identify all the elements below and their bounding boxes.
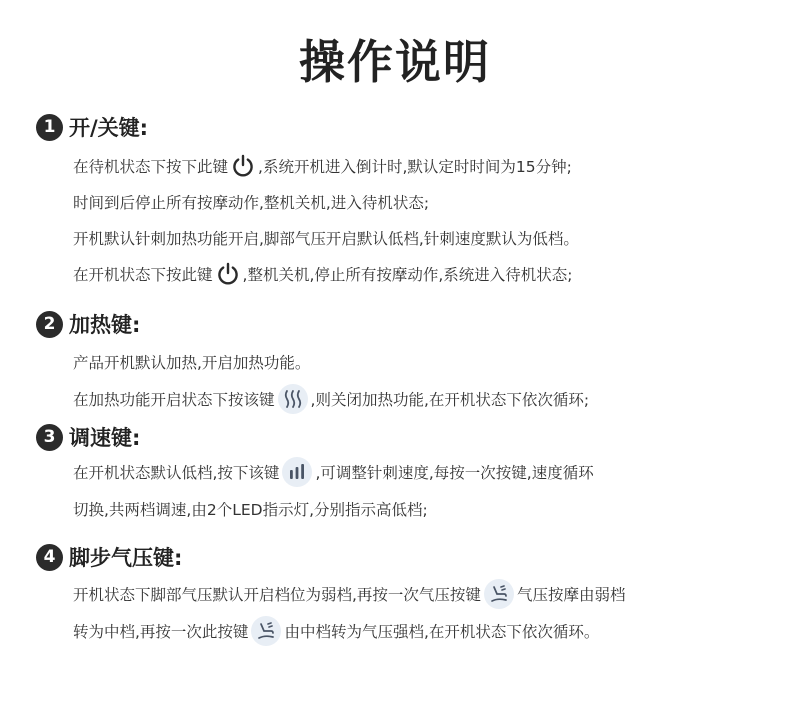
power-icon <box>216 262 240 286</box>
instruction-text: 在开机状态下按此键 <box>73 266 213 284</box>
instruction-text: 切换,共两档调速,由2个LED指示灯,分别指示高低档; <box>73 501 428 519</box>
section-number-badge: 2 <box>36 311 63 338</box>
instruction-text: 由中档转为气压强档,在开机状态下依次循环。 <box>284 623 600 641</box>
section-header <box>36 309 140 339</box>
instruction-line <box>73 456 594 488</box>
section-number-badge: 4 <box>36 544 63 571</box>
section-header <box>36 422 140 452</box>
instruction-line <box>73 150 572 182</box>
instruction-line <box>73 493 428 525</box>
instruction-line <box>73 186 429 218</box>
instruction-text: 产品开机默认加热,开启加热功能。 <box>73 354 311 372</box>
instruction-text: ,可调整针刺速度,每按一次按键,速度循环 <box>315 464 594 482</box>
instruction-text: 气压按摩由弱档 <box>516 586 626 604</box>
page-title: 操作说明 <box>299 35 491 89</box>
instruction-text: 在加热功能开启状态下按该键 <box>73 391 275 409</box>
section-number-badge: 3 <box>36 424 63 451</box>
section-title: 调速键: <box>69 426 141 450</box>
section-title: 加热键: <box>69 313 141 337</box>
instruction-line <box>73 615 599 647</box>
instruction-line <box>73 222 579 254</box>
instruction-line <box>73 383 589 415</box>
instruction-text: ,整机关机,停止所有按摩动作,系统进入待机状态; <box>242 266 573 284</box>
instruction-text: 在待机状态下按下此键 <box>73 158 229 176</box>
instruction-line <box>73 346 310 378</box>
instruction-line <box>73 578 625 610</box>
instruction-text: 开机状态下脚部气压默认开启档位为弱档,再按一次气压按键 <box>73 586 481 604</box>
instruction-text: 在开机状态默认低档,按下该键 <box>73 464 280 482</box>
instruction-text: 时间到后停止所有按摩动作,整机关机,进入待机状态; <box>73 194 430 212</box>
instruction-text: ,则关闭加热功能,在开机状态下依次循环; <box>310 391 590 409</box>
speed-bars-icon <box>282 457 312 487</box>
foot-pressure-icon <box>251 616 281 646</box>
section-title: 开/关键: <box>69 116 149 140</box>
section-title: 脚步气压键: <box>69 546 183 570</box>
instruction-text: ,系统开机进入倒计时,默认定时时间为15分钟; <box>258 158 572 176</box>
section-header <box>36 542 182 572</box>
power-icon <box>231 154 255 178</box>
section-header <box>36 112 148 142</box>
instruction-text: 转为中档,再按一次此按键 <box>73 623 249 641</box>
section-number-badge: 1 <box>36 114 63 141</box>
foot-pressure-icon <box>484 579 514 609</box>
heat-waves-icon <box>278 384 308 414</box>
instruction-line <box>73 258 573 290</box>
instruction-text: 开机默认针刺加热功能开启,脚部气压开启默认低档,针刺速度默认为低档。 <box>73 230 579 248</box>
